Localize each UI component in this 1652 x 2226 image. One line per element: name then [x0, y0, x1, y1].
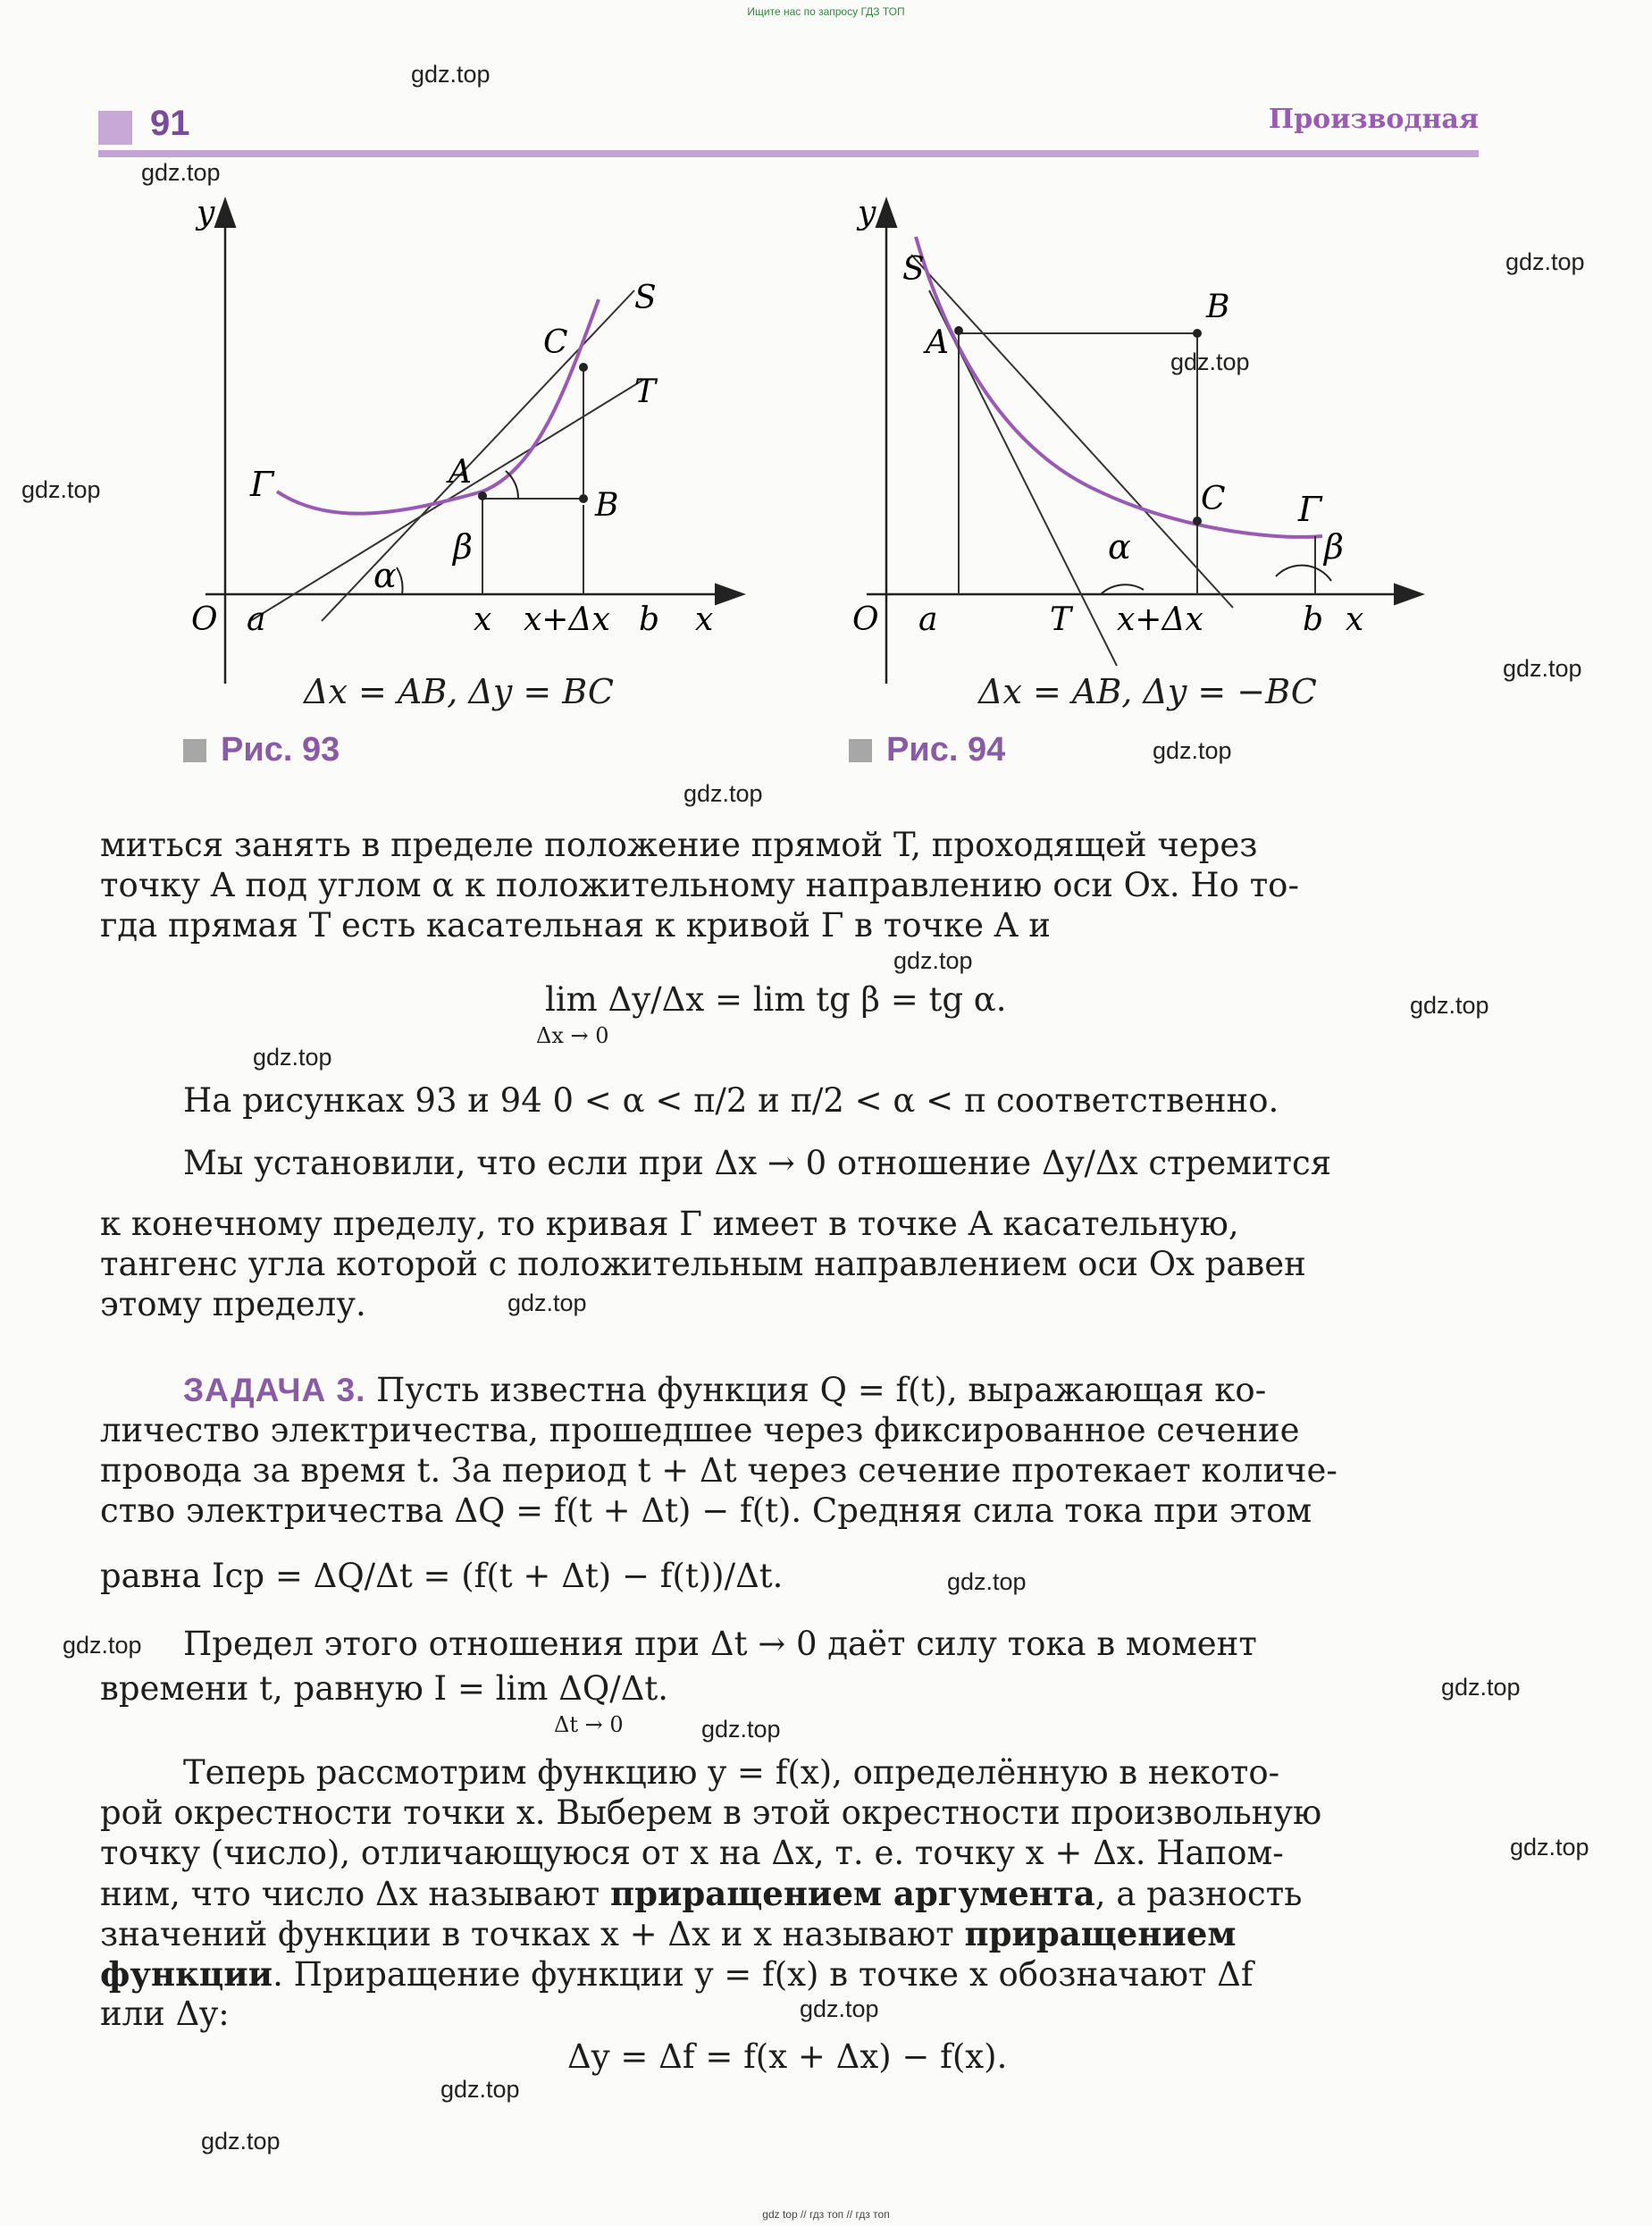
- fig93-label-gamma: Γ: [250, 465, 274, 504]
- watermark: gdz.top: [1153, 737, 1232, 764]
- text-span: , а разность: [1094, 1875, 1303, 1913]
- fig94-label-gamma: Γ: [1298, 490, 1322, 529]
- page-number: 91: [150, 104, 190, 143]
- watermark: gdz.top: [141, 159, 221, 186]
- text-line: или Δy:: [100, 1995, 230, 2033]
- task-label: ЗАДАЧА 3.: [183, 1372, 366, 1408]
- text-line: [100, 1914, 1480, 1953]
- text-line: Теперь рассмотрим функцию y = f(x), определённую в некото-: [183, 1753, 1280, 1792]
- fig93-label-beta: β: [453, 527, 473, 567]
- fig94-label-b: b: [1303, 601, 1324, 638]
- bottom-banner: gdz top // гдз топ // гдз топ: [762, 2208, 890, 2221]
- fig93-label-b: b: [639, 601, 660, 638]
- watermark: gdz.top: [507, 1289, 587, 1316]
- watermark: gdz.top: [253, 1044, 332, 1071]
- fig94-caption: Рис. 94: [849, 731, 1005, 769]
- watermark: gdz.top: [411, 61, 491, 88]
- watermark: gdz.top: [947, 1568, 1027, 1595]
- caption-square-icon: [849, 739, 872, 762]
- text-span: значений функции в точках x + Δx и x называют: [100, 1915, 965, 1953]
- fig93-caption: Рис. 93: [183, 731, 340, 769]
- task-text: Пусть известна функция Q = f(t), выражающая ко-: [365, 1371, 1267, 1409]
- fig94-label-y: y: [858, 195, 876, 231]
- text-line: провода за время t. За период t + Δt через сечение протекает количе-: [100, 1451, 1338, 1490]
- watermark: gdz.top: [1170, 349, 1250, 375]
- text-line: точку A под углом α к положительному направлению оси Ox. Но то-: [100, 866, 1299, 904]
- fig94-label-B: B: [1206, 289, 1230, 325]
- fig94-formula: Δx = AB, Δy = −BC: [978, 672, 1317, 711]
- text-line: Предел этого отношения при Δt → 0 даёт силу тока в момент: [183, 1625, 1257, 1663]
- fig94-label-S: S: [902, 251, 925, 288]
- text-line: миться занять в пределе положение прямой T, проходящей через: [100, 826, 1258, 864]
- page-header: [98, 98, 1479, 157]
- fig93-label-x: x: [474, 601, 492, 638]
- text-line: ство электричества ΔQ = f(t + Δt) − f(t). Средняя сила тока при этом: [100, 1491, 1312, 1530]
- text-line: [100, 1954, 1480, 1994]
- term-function: функции: [100, 1954, 273, 1994]
- fig93-label-A: A: [449, 454, 472, 491]
- watermark: gdz.top: [893, 947, 973, 974]
- fig94-label-x-axis: x: [1346, 601, 1364, 638]
- task-first-line: [183, 1371, 1266, 1409]
- limit-formula: lim Δy/Δx = lim tg β = tg α.: [545, 980, 1007, 1019]
- fig93-secant-S: [322, 290, 634, 621]
- limit-subscript: Δt → 0: [554, 1712, 624, 1737]
- fig93-label-a: a: [247, 601, 266, 638]
- watermark: gdz.top: [701, 1716, 781, 1743]
- fig93-formula: Δx = AB, Δy = BC: [304, 672, 615, 711]
- paragraph-angles: На рисунках 93 и 94 0 < α < π/2 и π/2 < α < π соответственно.: [183, 1081, 1279, 1120]
- text-line: гда прямая T есть касательная к кривой Γ в точке A и: [100, 906, 1051, 945]
- watermark: gdz.top: [800, 1995, 879, 2022]
- section-title: Производная: [1268, 104, 1479, 135]
- text-line: личество электричества, прошедшее через фиксированное сечение: [100, 1411, 1300, 1449]
- figure-93: [179, 183, 751, 719]
- fig94-label-A: A: [926, 324, 949, 361]
- fig93-label-x-axis: x: [695, 601, 714, 638]
- text-span: . Приращение функции y = f(x) в точке x обозначают Δf: [273, 1955, 1254, 1994]
- term-function-increment: приращением: [964, 1914, 1237, 1953]
- text-span: ним, что число Δx называют: [100, 1875, 611, 1913]
- caption-square-icon: [183, 739, 206, 762]
- fig93-label-x-dx: x+Δx: [524, 601, 610, 638]
- limit-subscript: Δx → 0: [536, 1023, 609, 1048]
- watermark: gdz.top: [440, 2076, 520, 2103]
- header-rule: [98, 150, 1479, 157]
- text-line: рой окрестности точки x. Выберем в этой окрестности произвольную: [100, 1793, 1322, 1832]
- text-line: этому пределу.: [100, 1285, 366, 1323]
- watermark: gdz.top: [1503, 655, 1582, 682]
- fig94-label-T: T: [1050, 601, 1072, 638]
- header-square-icon: [98, 111, 132, 145]
- fig93-label-S: S: [634, 280, 657, 316]
- watermark: gdz.top: [1410, 992, 1489, 1019]
- current-formula: равна Iср = ΔQ/Δt = (f(t + Δt) − f(t))/Δt.: [100, 1557, 784, 1595]
- fig94-label-x-dx: x+Δx: [1117, 601, 1203, 638]
- increment-formula: Δy = Δf = f(x + Δx) − f(x).: [567, 2037, 1008, 2076]
- text-line: тангенс угла которой с положительным направлением оси Ox равен: [100, 1245, 1306, 1283]
- text-line: Мы установили, что если при Δx → 0 отношение Δy/Δx стремится: [183, 1144, 1332, 1182]
- fig94-label-O: O: [852, 601, 879, 638]
- watermark: gdz.top: [21, 476, 101, 503]
- fig93-label-T: T: [634, 374, 657, 410]
- watermark: gdz.top: [1510, 1834, 1589, 1861]
- text-line: времени t, равную I = lim ΔQ/Δt.: [100, 1669, 669, 1708]
- fig93-label-y: y: [197, 195, 215, 231]
- text-line: [100, 1874, 1480, 1913]
- fig93-label-O: O: [191, 601, 218, 638]
- watermark: gdz.top: [63, 1632, 142, 1659]
- fig94-label-C: C: [1201, 481, 1226, 517]
- fig94-label-beta: β: [1324, 527, 1344, 567]
- fig93-label-alpha: α: [373, 556, 397, 595]
- fig93-label-C: C: [543, 324, 568, 361]
- watermark: gdz.top: [683, 780, 763, 807]
- watermark: gdz.top: [1441, 1674, 1521, 1701]
- term-argument-increment: приращением аргумента: [610, 1874, 1095, 1913]
- fig94-label-alpha: α: [1108, 527, 1131, 567]
- watermark: gdz.top: [201, 2128, 281, 2155]
- fig93-label-B: B: [595, 487, 619, 524]
- watermark: gdz.top: [1505, 248, 1585, 275]
- text-line: точку (число), отличающуюся от x на Δx, т. е. точку x + Δx. Напом-: [100, 1834, 1284, 1872]
- text-line: к конечному пределу, то кривая Γ имеет в точке A касательную,: [100, 1205, 1239, 1243]
- fig94-label-a: a: [918, 601, 938, 638]
- figure-94: [849, 183, 1438, 719]
- top-banner: Ищите нас по запросу ГДЗ ТОП: [747, 5, 905, 18]
